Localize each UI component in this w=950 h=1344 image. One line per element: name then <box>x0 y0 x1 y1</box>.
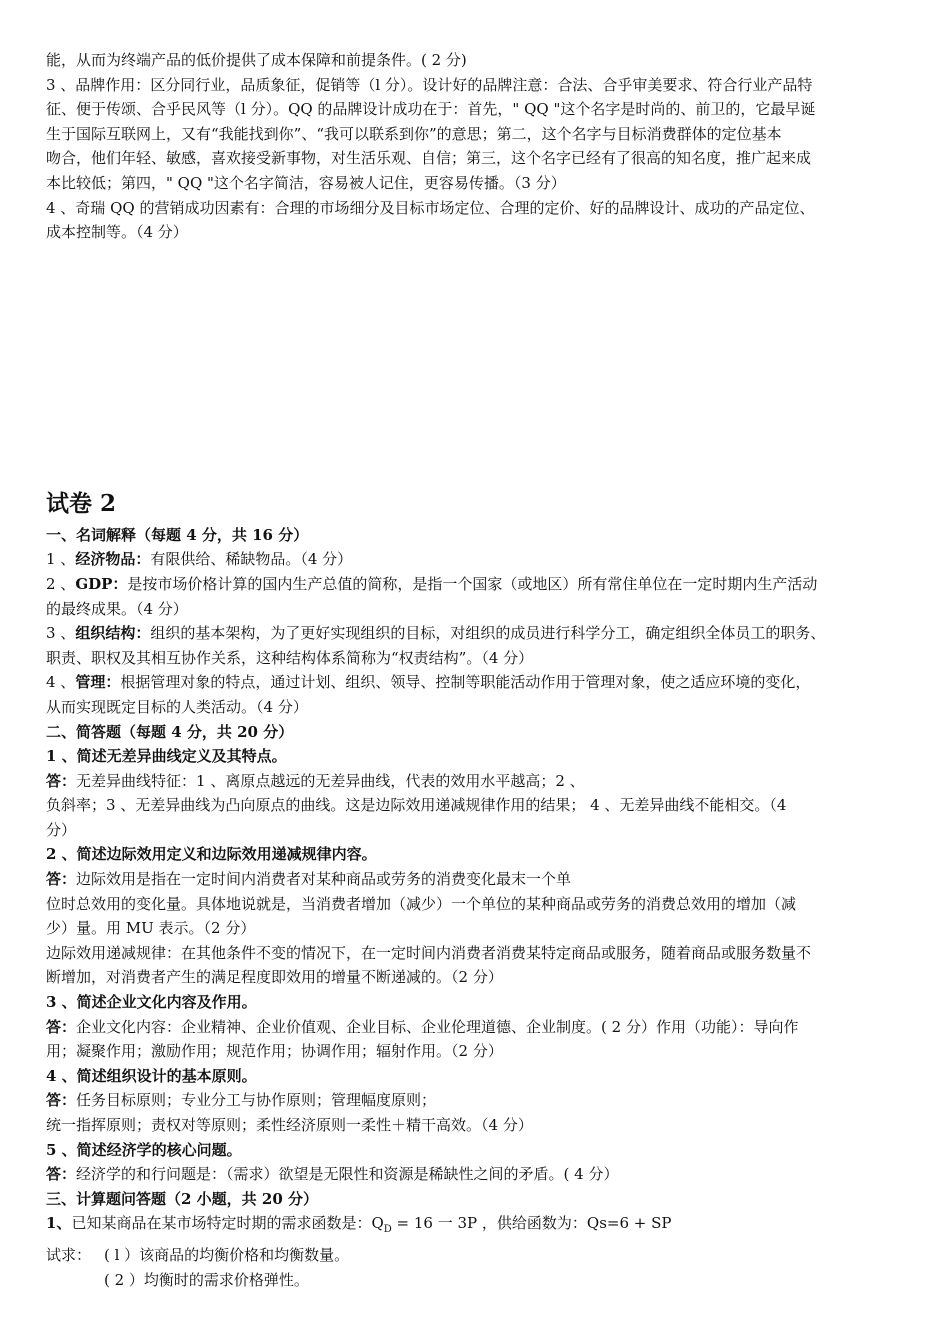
definition-item: 4 、管理：根据管理对象的特点，通过计划、组织、领导、控制等职能活动作用于管理对象，使之适应环境的变化， <box>46 673 811 692</box>
definition-item: 1 、经济物品：有限供给、稀缺物品。（4 分） <box>46 550 353 569</box>
answer-label: 答： <box>46 870 77 889</box>
term: GDP： <box>75 574 128 593</box>
question: 4 、简述组织设计的基本原则。 <box>46 1066 257 1085</box>
text-line: 断增加，对消费者产生的满足程度即效用的增量不断递减的。（2 分） <box>46 968 503 987</box>
text-line: 本比较低；第四，" QQ "这个名字简洁，容易被人记住，更容易传播。（3 分） <box>46 173 566 192</box>
question: 3 、简述企业文化内容及作用。 <box>46 993 257 1012</box>
section-heading: 三、计算题问答题（2 小题，共 20 分） <box>46 1189 318 1208</box>
document-page <box>46 48 912 1292</box>
answer-label: 答： <box>46 771 77 790</box>
text-line: 少）量。用 MU 表示。（2 分） <box>46 919 256 938</box>
calc-question: 1、已知某商品在某市场特定时期的需求函数是：$Q_D = 16$ 一 3P ，供给函数为：Qs=6 + SP <box>46 1214 672 1236</box>
text-line: ( 2 ）均衡时的需求价格弹性。 <box>104 1270 309 1289</box>
text-line: 位时总效用的变化量。具体地说就是，当消费者增加（减少）一个单位的某种商品或劳务的消费总效用的增加（减 <box>46 894 797 913</box>
text-line: 能，从而为终端产品的低价提供了成本保障和前提条件。( 2 分) <box>46 51 467 69</box>
exam-title: 试卷 2 <box>46 489 117 517</box>
answer-line: 答：边际效用是指在一定时间内消费者对某种商品或劳务的消费变化最末一个单 <box>46 870 572 889</box>
answer-label: 答： <box>46 1091 77 1110</box>
term: 经济物品： <box>75 550 151 569</box>
text-line: 吻合，他们年轻、敏感，喜欢接受新事物，对生活乐观、自信；第三，这个名字已经有了很高的知名度，推广起来成 <box>46 149 812 168</box>
text-line: 负斜率；3 、无差异曲线为凸向原点的曲线。这是边际效用递减规律作用的结果； 4 、无差异曲线不能相交。（4 <box>46 796 787 815</box>
calc-ask: 试求： ( l ）该商品的均衡价格和均衡数量。 <box>46 1245 350 1264</box>
text-line: 生于国际互联网上，又有“我能找到你”、“我可以联系到你”的意思；第二，这个名字与目标消费群体的定位基本 <box>46 124 782 143</box>
text-line: 分） <box>46 820 77 839</box>
term: 组织结构： <box>75 624 151 643</box>
subscript: D <box>383 1224 392 1236</box>
text-line: 4 、奇瑞 QQ 的营销成功因素有：合理的市场细分及目标市场定位、合理的定价、好的品牌设计、成功的产品定位、 <box>46 198 815 217</box>
text-line: 边际效用递减规律：在其他条件不变的情况下，在一定时间内消费者消费某特定商品或服务，随着商品或服务数量不 <box>46 943 812 962</box>
answer-label: 答： <box>46 1017 77 1036</box>
answer-line: 答：企业文化内容：企业精神、企业价值观、企业目标、企业伦理道德、企业制度。( 2 分）作用（功能）：导向作 <box>46 1017 799 1036</box>
text-line: 成本控制等。（4 分） <box>46 223 188 242</box>
text-line: 职责、职权及其相互协作关系，这种结构体系简称为“权责结构”。（4 分） <box>46 648 534 667</box>
answer-line: 答：经济学的和行问题是：（需求）欲望是无限性和资源是稀缺性之间的矛盾。( 4 分） <box>46 1165 619 1184</box>
text-line: 的最终成果。（4 分） <box>46 599 188 618</box>
term: 管理： <box>75 673 121 692</box>
text-line: 统一指挥原则；责权对等原则；柔性经济原则一柔性＋精干高效。（4 分） <box>46 1116 533 1134</box>
text-line: 从而实现既定目标的人类活动。（4 分） <box>46 697 308 716</box>
answer-label: 答： <box>46 1165 77 1184</box>
question: 1 、简述无差异曲线定义及其特点。 <box>46 747 287 766</box>
question: 2 、简述边际效用定义和边际效用递减规律内容。 <box>46 845 377 864</box>
section-heading: 一、名词解释（每题 4 分，共 16 分） <box>46 525 309 544</box>
text-line: 3 、品牌作用：区分同行业，品质象征，促销等（l 分）。设计好的品牌注意：合法、合乎审美要求、符合行业产品特 <box>46 75 813 94</box>
text-line: 用；凝聚作用；激励作用；规范作用；协调作用；辐射作用。（2 分） <box>46 1042 503 1061</box>
previous-answer-block <box>46 48 912 245</box>
answer-line: 答：无差异曲线特征：1 、离原点越远的无差异曲线，代表的效用水平越高；2 、 <box>46 771 585 790</box>
definition-item: 2 、GDP：是按市场价格计算的国内生产总值的简称，是指一个国家（或地区）所有常住单位在一定时期内生产活动 <box>46 574 818 593</box>
question: 5 、简述经济学的核心问题。 <box>46 1140 242 1159</box>
answer-line: 答：任务目标原则；专业分工与协作原则；管理幅度原则； <box>46 1091 437 1110</box>
section-heading: 二、简答题（每题 4 分，共 20 分） <box>46 722 294 741</box>
text-line: 征、便于传颂、合乎民风等（l 分）。QQ 的品牌设计成功在于：首先，" QQ "这个名字是时尚的、前卫的，它最早诞 <box>46 100 816 119</box>
definition-item: 3 、组织结构：组织的基本架构，为了更好实现组织的目标，对组织的成员进行科学分工，确定组织全体员工的职务、 <box>46 624 826 643</box>
